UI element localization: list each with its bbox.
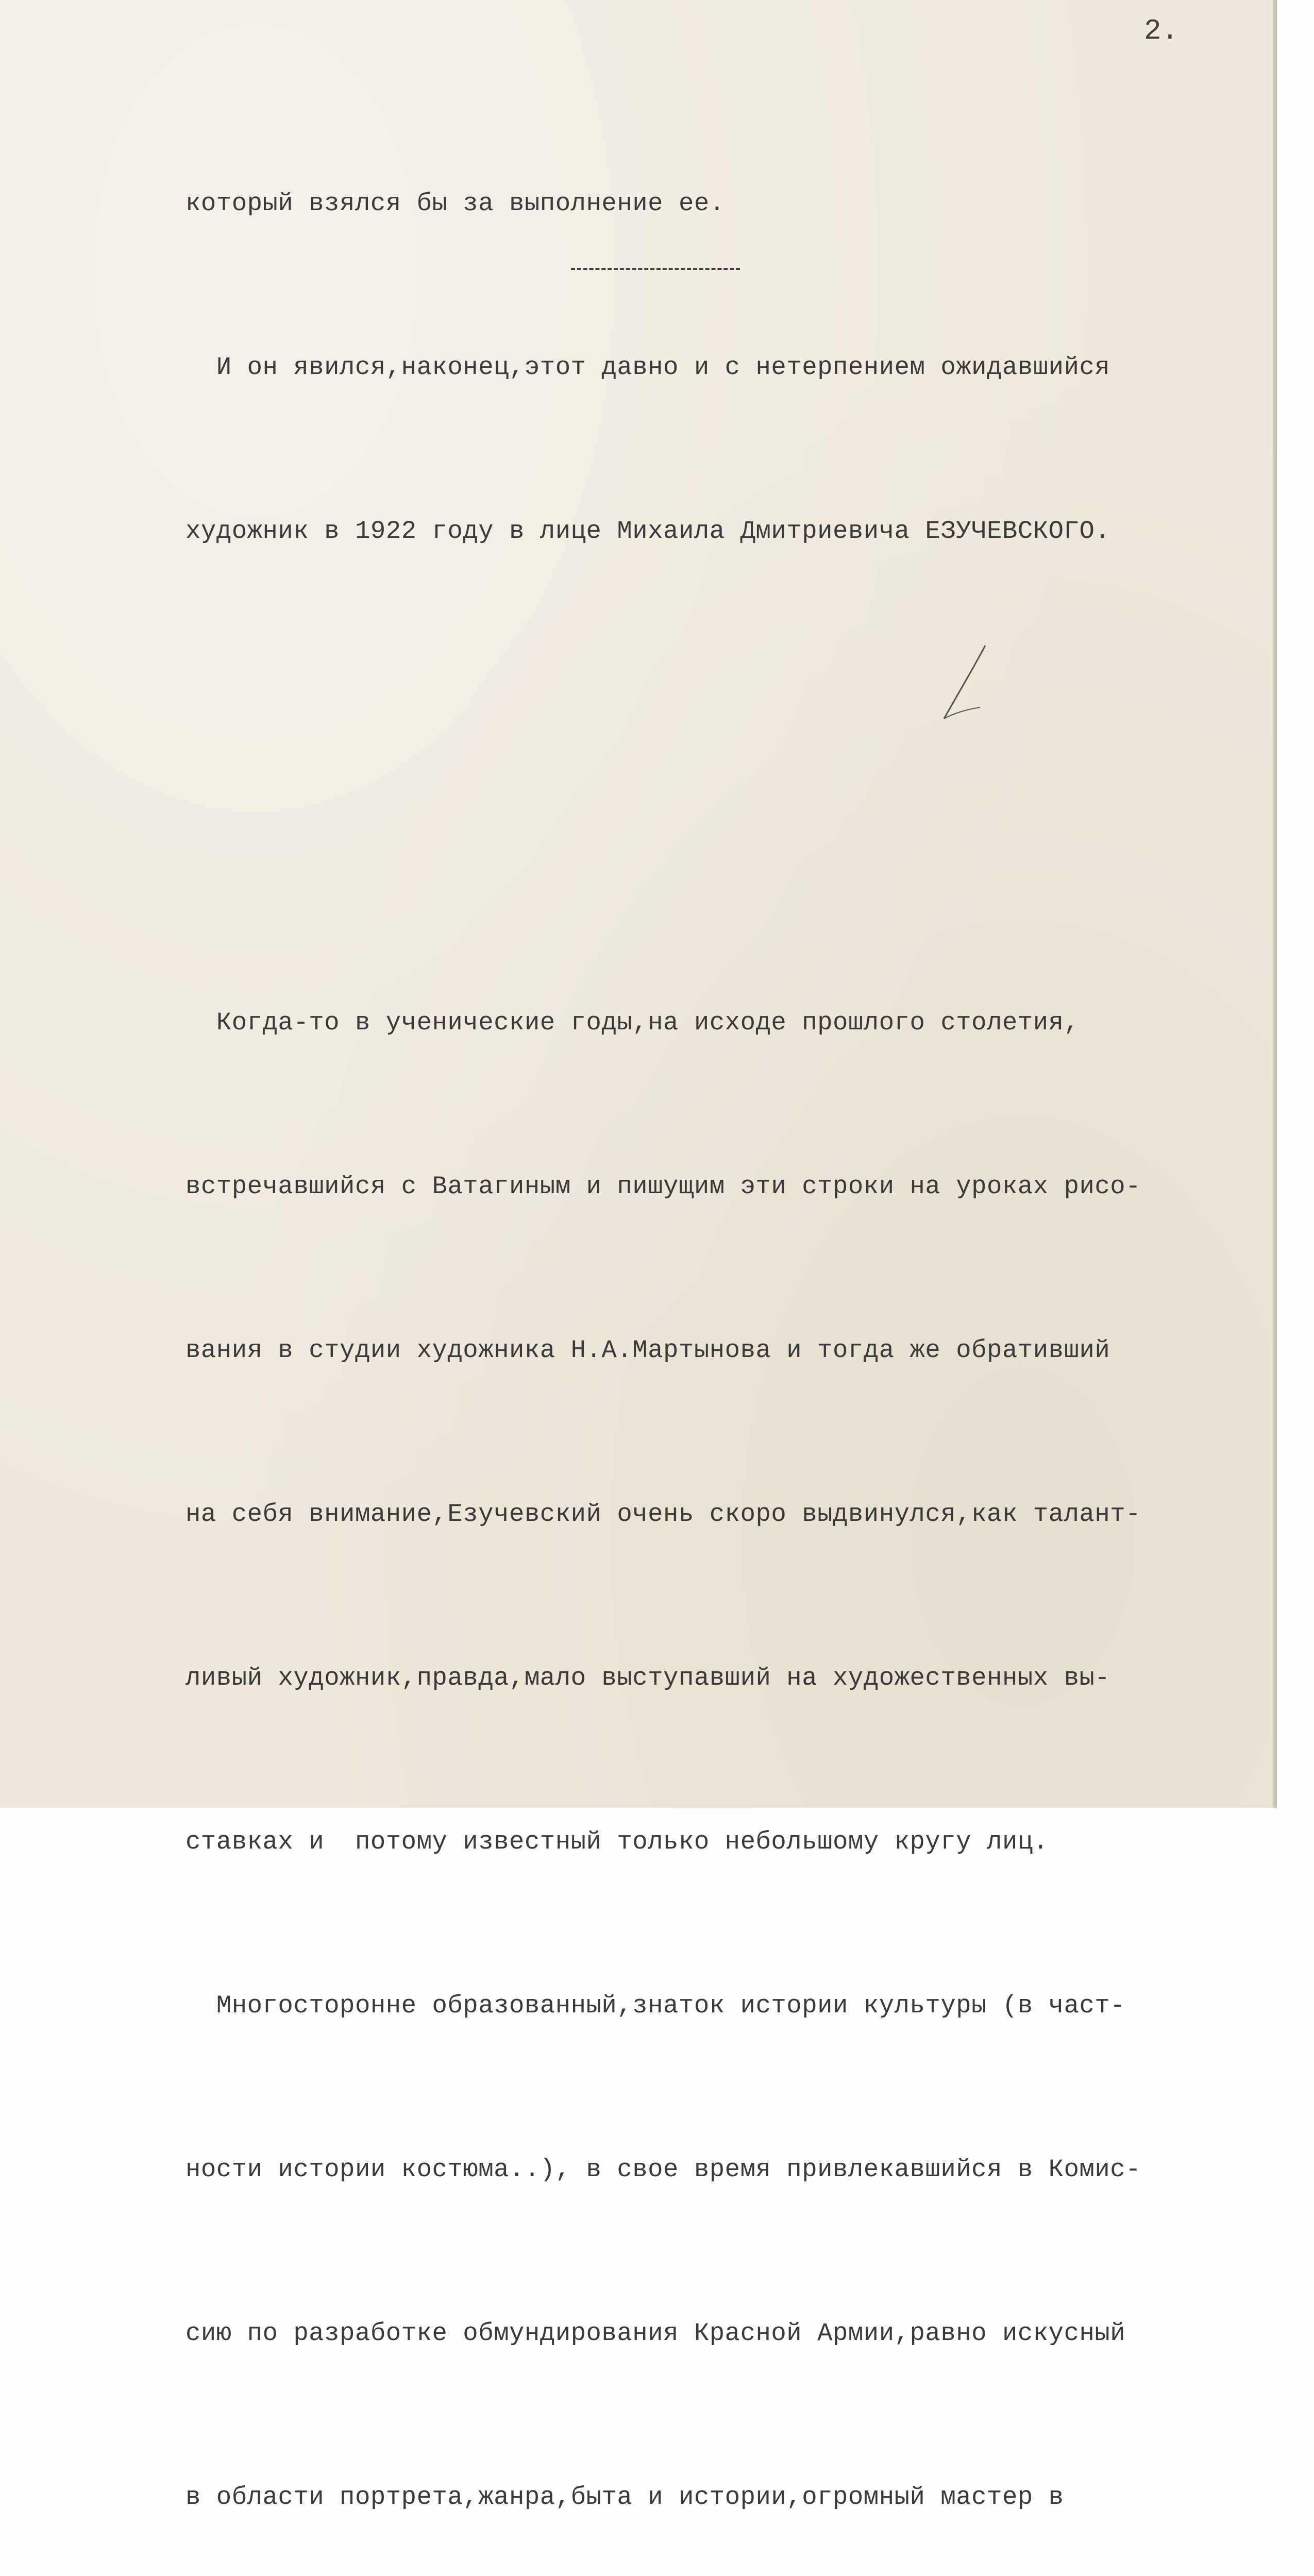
text-line: Многосторонне образованный,знаток истории культуры (в част- [186, 1991, 1126, 2020]
typed-text-block [186, 67, 1257, 2576]
text-line: сию по разработке обмундирования Красной Армии,равно искусный [186, 2319, 1126, 2348]
page-number: 2. [1144, 14, 1179, 47]
text-line: встречавшийся с Ватагиным и пишущим эти строки на уроках рисо- [186, 1172, 1141, 1201]
blank-line [186, 668, 1257, 722]
text-line: который взялся бы за выполнение ее. [186, 189, 725, 218]
text-line: вания в студии художника Н.А.Мартынова и тогда же обративший [186, 1336, 1110, 1365]
text-line: И он явился,наконец,этот давно и с нетерпением ожидавшийся [186, 353, 1110, 382]
section-separator [571, 268, 740, 270]
text-line: художник в 1922 году в лице Михаила Дмитриевича ЕЗУЧЕВСКОГО. [186, 517, 1110, 546]
text-line: ливый художник,правда,мало выступавший на художественных вы- [186, 1664, 1110, 1692]
page-edge [1273, 0, 1277, 1808]
pencil-mark-icon [938, 641, 1000, 724]
text-line: Когда-то в ученические годы,на исходе прошлого столетия, [186, 1008, 1080, 1037]
text-line: на себя внимание,Езучевский очень скоро выдвинулся,как талант- [186, 1500, 1141, 1529]
text-line: ставках и потому известный только небольшому кругу лиц. [186, 1827, 1049, 1856]
text-line: ности истории костюма..), в свое время привлекавшийся в Комис- [186, 2155, 1141, 2184]
text-line: в области портрета,жанра,быта и истории,огромный мастер в [186, 2483, 1064, 2512]
blank-line [186, 832, 1257, 886]
